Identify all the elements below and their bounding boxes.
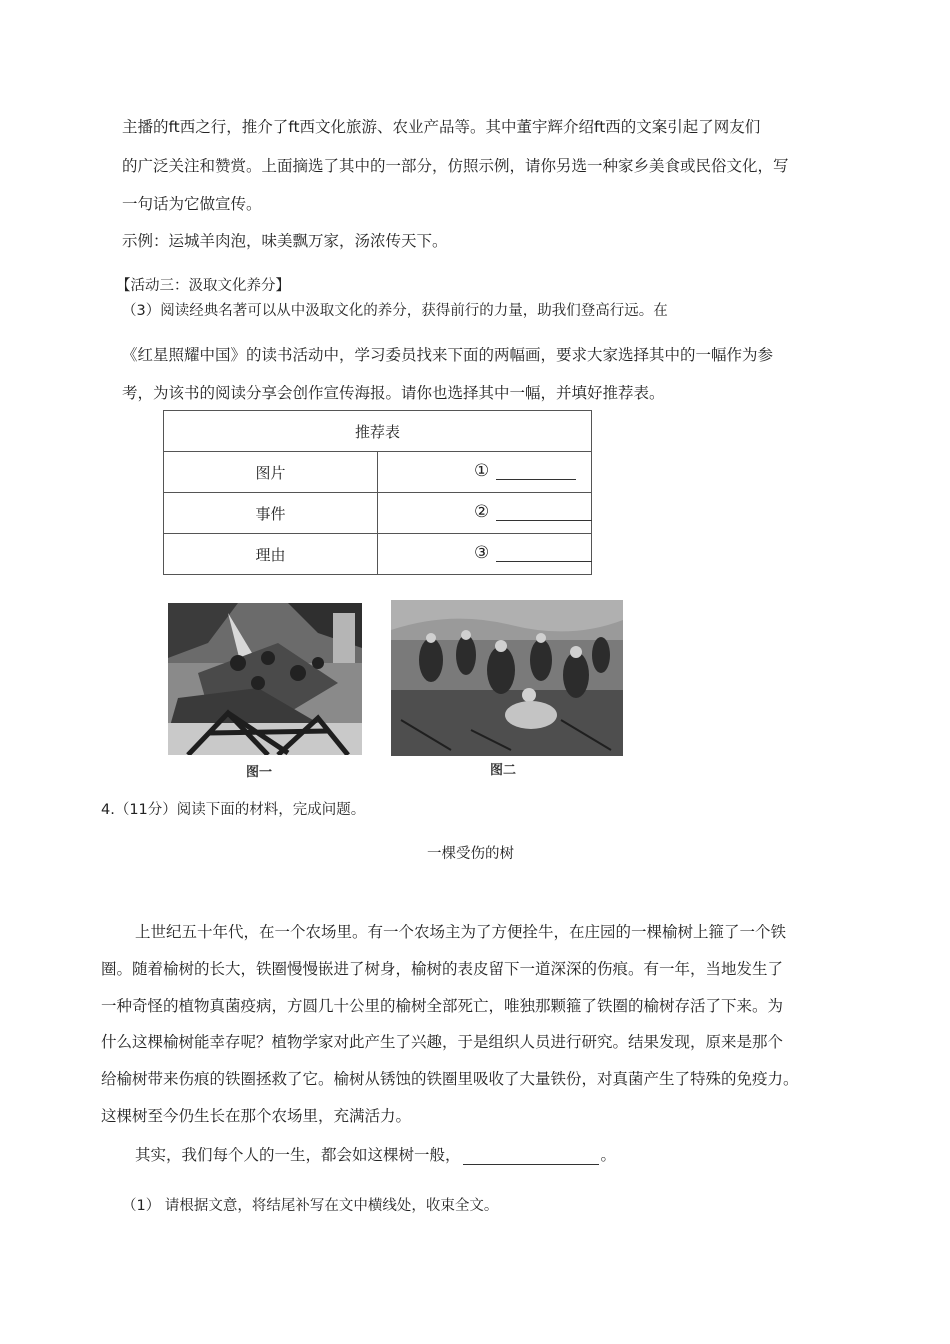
table-row	[164, 493, 592, 534]
fill-in-blank[interactable]	[463, 1148, 599, 1165]
activity-heading: 【活动三：汲取文化养分】	[116, 278, 290, 294]
question-3-line: 《红星照耀中国》的读书活动中，学习委员找来下面的两幅画，要求大家选择其中的一幅作为参	[122, 346, 774, 364]
article-line: 上世纪五十年代，在一个农场里。有一个农场主为了方便拴牛，在庄园的一棵榆树上箍了一个铁	[135, 923, 787, 941]
paragraph-line: 主播的ft西之行，推介了ft西文化旅游、农业产品等。其中董宇辉介绍ft西的文案引起了网友们	[122, 118, 761, 136]
figure-one-caption: 图一	[246, 765, 273, 780]
circled-number: ③	[474, 543, 490, 563]
figure-one-image	[168, 603, 362, 755]
example-text: 示例：运城羊肉泡，味美飘万家，汤浓传天下。	[122, 232, 448, 250]
answer-cell[interactable]	[378, 493, 592, 534]
question-3-line: 考，为该书的阅读分享会创作宣传海报。请你也选择其中一幅，并填好推荐表。	[122, 384, 665, 402]
answer-blank[interactable]	[496, 479, 576, 480]
sub-question-1: （1） 请根据文意，将结尾补写在文中横线处，收束全文。	[122, 1198, 499, 1214]
article-title: 一棵受伤的树	[427, 846, 514, 862]
conclusion-text: 其实，我们每个人的一生，都会如这棵树一般，	[135, 1146, 461, 1164]
answer-cell[interactable]	[378, 452, 592, 493]
figure-two-caption: 图二	[490, 763, 517, 778]
table-title: 推荐表	[164, 411, 592, 452]
row-label-picture: 图片	[164, 452, 378, 493]
circled-number: ②	[474, 502, 490, 522]
table-row	[164, 452, 592, 493]
article-line: 什么这棵榆树能幸存呢？植物学家对此产生了兴趣，于是组织人员进行研究。结果发现，原来是那个	[101, 1033, 784, 1051]
circled-number: ①	[474, 461, 490, 481]
row-label-reason: 理由	[164, 534, 378, 575]
question-3-line: （3）阅读经典名著可以从中汲取文化的养分，获得前行的力量，助我们登高行远。在	[122, 303, 668, 319]
table-row	[164, 534, 592, 575]
article-line: 这棵树至今仍生长在那个农场里，充满活力。	[101, 1107, 412, 1125]
figure-two-image	[391, 600, 623, 756]
article-line: 圈。随着榆树的长大，铁圈慢慢嵌进了树身，榆树的表皮留下一道深深的伤痕。有一年，当地发生了	[101, 960, 784, 978]
article-conclusion	[135, 1145, 616, 1165]
recommendation-table	[163, 410, 592, 575]
table-row	[164, 411, 592, 452]
answer-blank[interactable]	[496, 561, 592, 562]
row-label-event: 事件	[164, 493, 378, 534]
article-line: 一种奇怪的植物真菌疫病，方圆几十公里的榆树全部死亡，唯独那颗箍了铁圈的榆树存活了下来。为	[101, 997, 784, 1015]
paragraph-line: 一句话为它做宣传。	[122, 195, 262, 213]
conclusion-period: 。	[600, 1146, 617, 1164]
answer-cell[interactable]	[378, 534, 592, 575]
question-4-stem: 4.（11分）阅读下面的材料，完成问题。	[101, 802, 366, 818]
answer-blank[interactable]	[496, 520, 592, 521]
paragraph-line: 的广泛关注和赞赏。上面摘选了其中的一部分，仿照示例，请你另选一种家乡美食或民俗文化，写	[122, 157, 789, 175]
article-line: 给榆树带来伤痕的铁圈拯救了它。榆树从锈蚀的铁圈里吸收了大量铁份，对真菌产生了特殊的免疫力。	[101, 1070, 799, 1088]
